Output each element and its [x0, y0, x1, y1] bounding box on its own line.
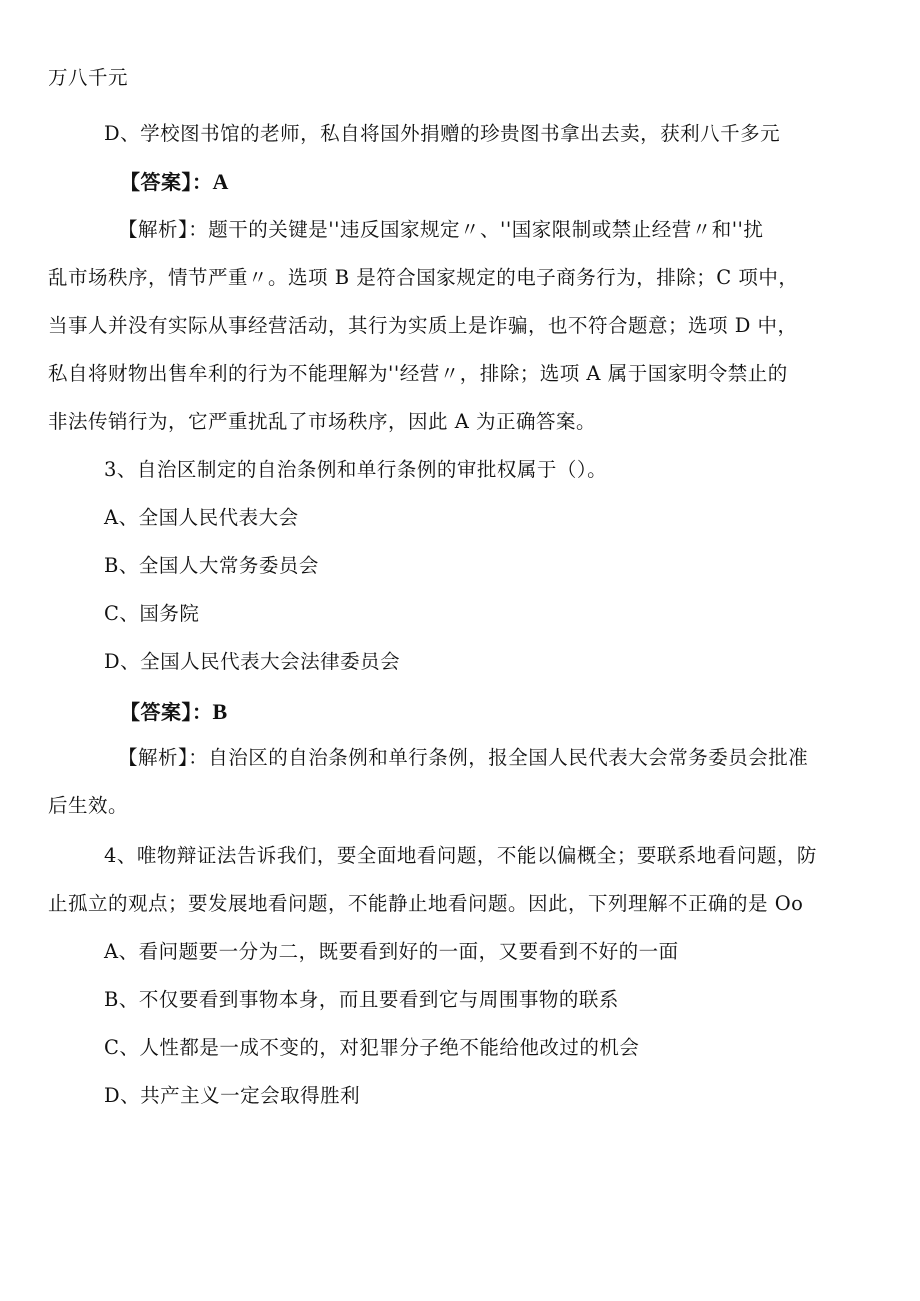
- explanation-line: 乱市场秩序，情节严重〃。选项 B 是符合国家规定的电子商务行为，排除；C 项中，: [48, 266, 799, 289]
- explanation-line: 【解析】：自治区的自治条例和单行条例，报全国人民代表大会常务委员会批准: [118, 746, 809, 769]
- explanation-line: 后生效。: [48, 794, 129, 817]
- answer-line: [120, 168, 229, 196]
- question-3: 3、自治区制定的自治条例和单行条例的审批权属于（）。: [104, 458, 608, 481]
- question-4: 4、唯物辩证法告诉我们，要全面地看问题，不能以偏概全；要联系地看问题，防: [104, 844, 817, 867]
- text-line: 万八千元: [48, 66, 129, 89]
- question-option-d: D、全国人民代表大会法律委员会: [104, 650, 401, 673]
- question-option-c: C、国务院: [104, 602, 200, 625]
- explanation-line: 非法传销行为，它严重扰乱了市场秩序，因此 A 为正确答案。: [48, 410, 596, 433]
- explanation-line: 私自将财物出售牟利的行为不能理解为''经营〃，排除；选项 A 属于国家明令禁止的: [48, 362, 788, 385]
- question-option-c: C、人性都是一成不变的，对犯罪分子绝不能给他改过的机会: [104, 1036, 640, 1059]
- question-option-d: D、学校图书馆的老师，私自将国外捐赠的珍贵图书拿出去卖，获利八千多元: [104, 122, 781, 145]
- question-option-a: A、全国人民代表大会: [104, 506, 299, 529]
- answer-value: B: [212, 699, 228, 724]
- question-option-b: B、不仅要看到事物本身，而且要看到它与周围事物的联系: [104, 988, 619, 1011]
- answer-label: 【答案】：: [120, 700, 213, 724]
- question-option-b: B、全国人大常务委员会: [104, 554, 319, 577]
- question-option-a: A、看问题要一分为二，既要看到好的一面，又要看到不好的一面: [104, 940, 679, 963]
- question-4-continued: 止孤立的观点；要发展地看问题，不能静止地看问题。因此，下列理解不正确的是 Oo: [48, 892, 804, 915]
- answer-line: [120, 698, 228, 726]
- answer-label: 【答案】：: [120, 170, 213, 194]
- explanation-line: 【解析】：题干的关键是''违反国家规定〃、''国家限制或禁止经营〃和''扰: [118, 218, 764, 241]
- question-option-d: D、共产主义一定会取得胜利: [104, 1084, 361, 1107]
- answer-value: A: [212, 169, 229, 194]
- explanation-line: 当事人并没有实际从事经营活动，其行为实质上是诈骗，也不符合题意；选项 D 中，: [48, 314, 798, 337]
